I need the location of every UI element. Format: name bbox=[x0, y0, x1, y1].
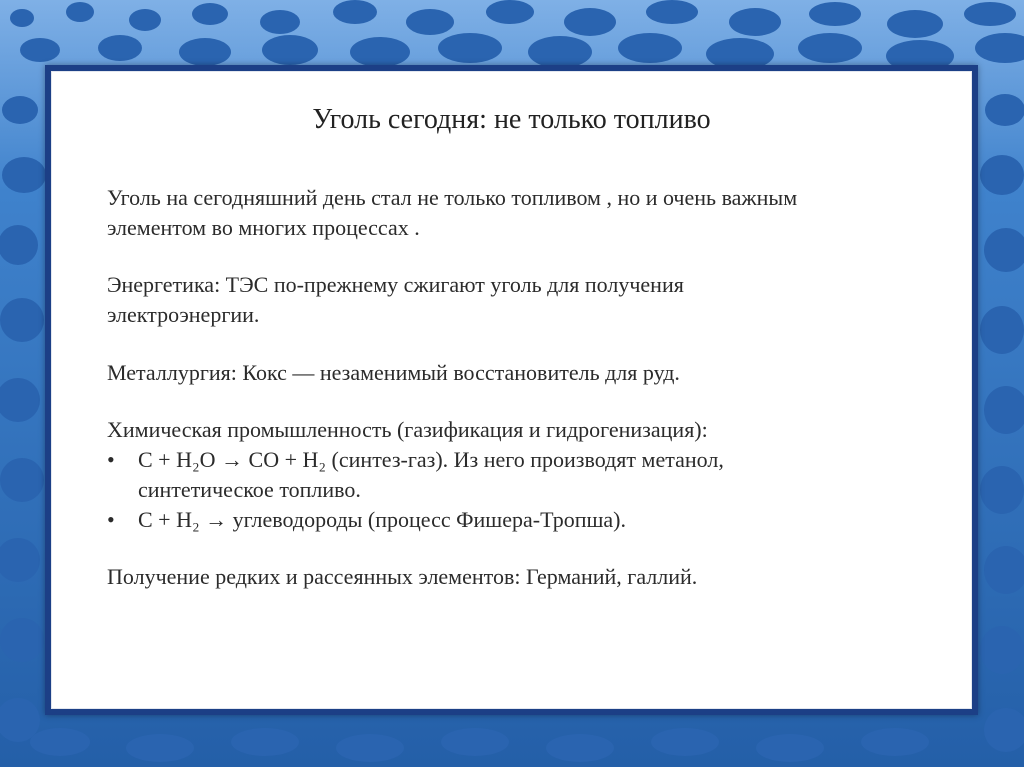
slide-body bbox=[107, 183, 937, 592]
bullet-line-1: C + H₂O → CO + H₂ (синтез-газ). Из него производят метанол, bbox=[138, 447, 724, 473]
spacer bbox=[107, 387, 937, 415]
slide-frame bbox=[45, 65, 978, 715]
bullet-item-fischer-tropsch bbox=[107, 505, 937, 535]
spacer bbox=[107, 242, 937, 270]
bullet-line-1: C + H₂ → углеводороды (процесс Фишера-Тропша). bbox=[138, 506, 626, 532]
chemical-heading: Химическая промышленность (газификация и гидрогенизация): bbox=[107, 417, 708, 443]
slide-title: Уголь сегодня: не только топливо bbox=[312, 104, 711, 135]
energy-line-1: Энергетика: ТЭС по-прежнему сжигают уголь для получения bbox=[107, 272, 684, 298]
bullet-marker: • bbox=[107, 447, 115, 473]
bullet-marker: • bbox=[107, 506, 115, 532]
metallurgy-text: Металлургия: Кокс — незаменимый восстановитель для руд. bbox=[107, 359, 680, 385]
energy-line-2: электроэнергии. bbox=[107, 302, 260, 328]
intro-line-2: элементом во многих процессах . bbox=[107, 214, 420, 240]
spacer bbox=[107, 330, 937, 358]
bullet-list bbox=[107, 445, 937, 534]
rare-elements-text: Получение редких и рассеянных элементов: Германий, галлий. bbox=[107, 564, 698, 590]
bullet-item-syngas bbox=[107, 445, 937, 504]
slide-content-panel bbox=[51, 71, 972, 709]
spacer bbox=[107, 534, 937, 562]
intro-line-1: Уголь на сегодняшний день стал не только топливом , но и очень важным bbox=[107, 185, 798, 210]
bullet-line-2: синтетическое топливо. bbox=[138, 476, 361, 502]
